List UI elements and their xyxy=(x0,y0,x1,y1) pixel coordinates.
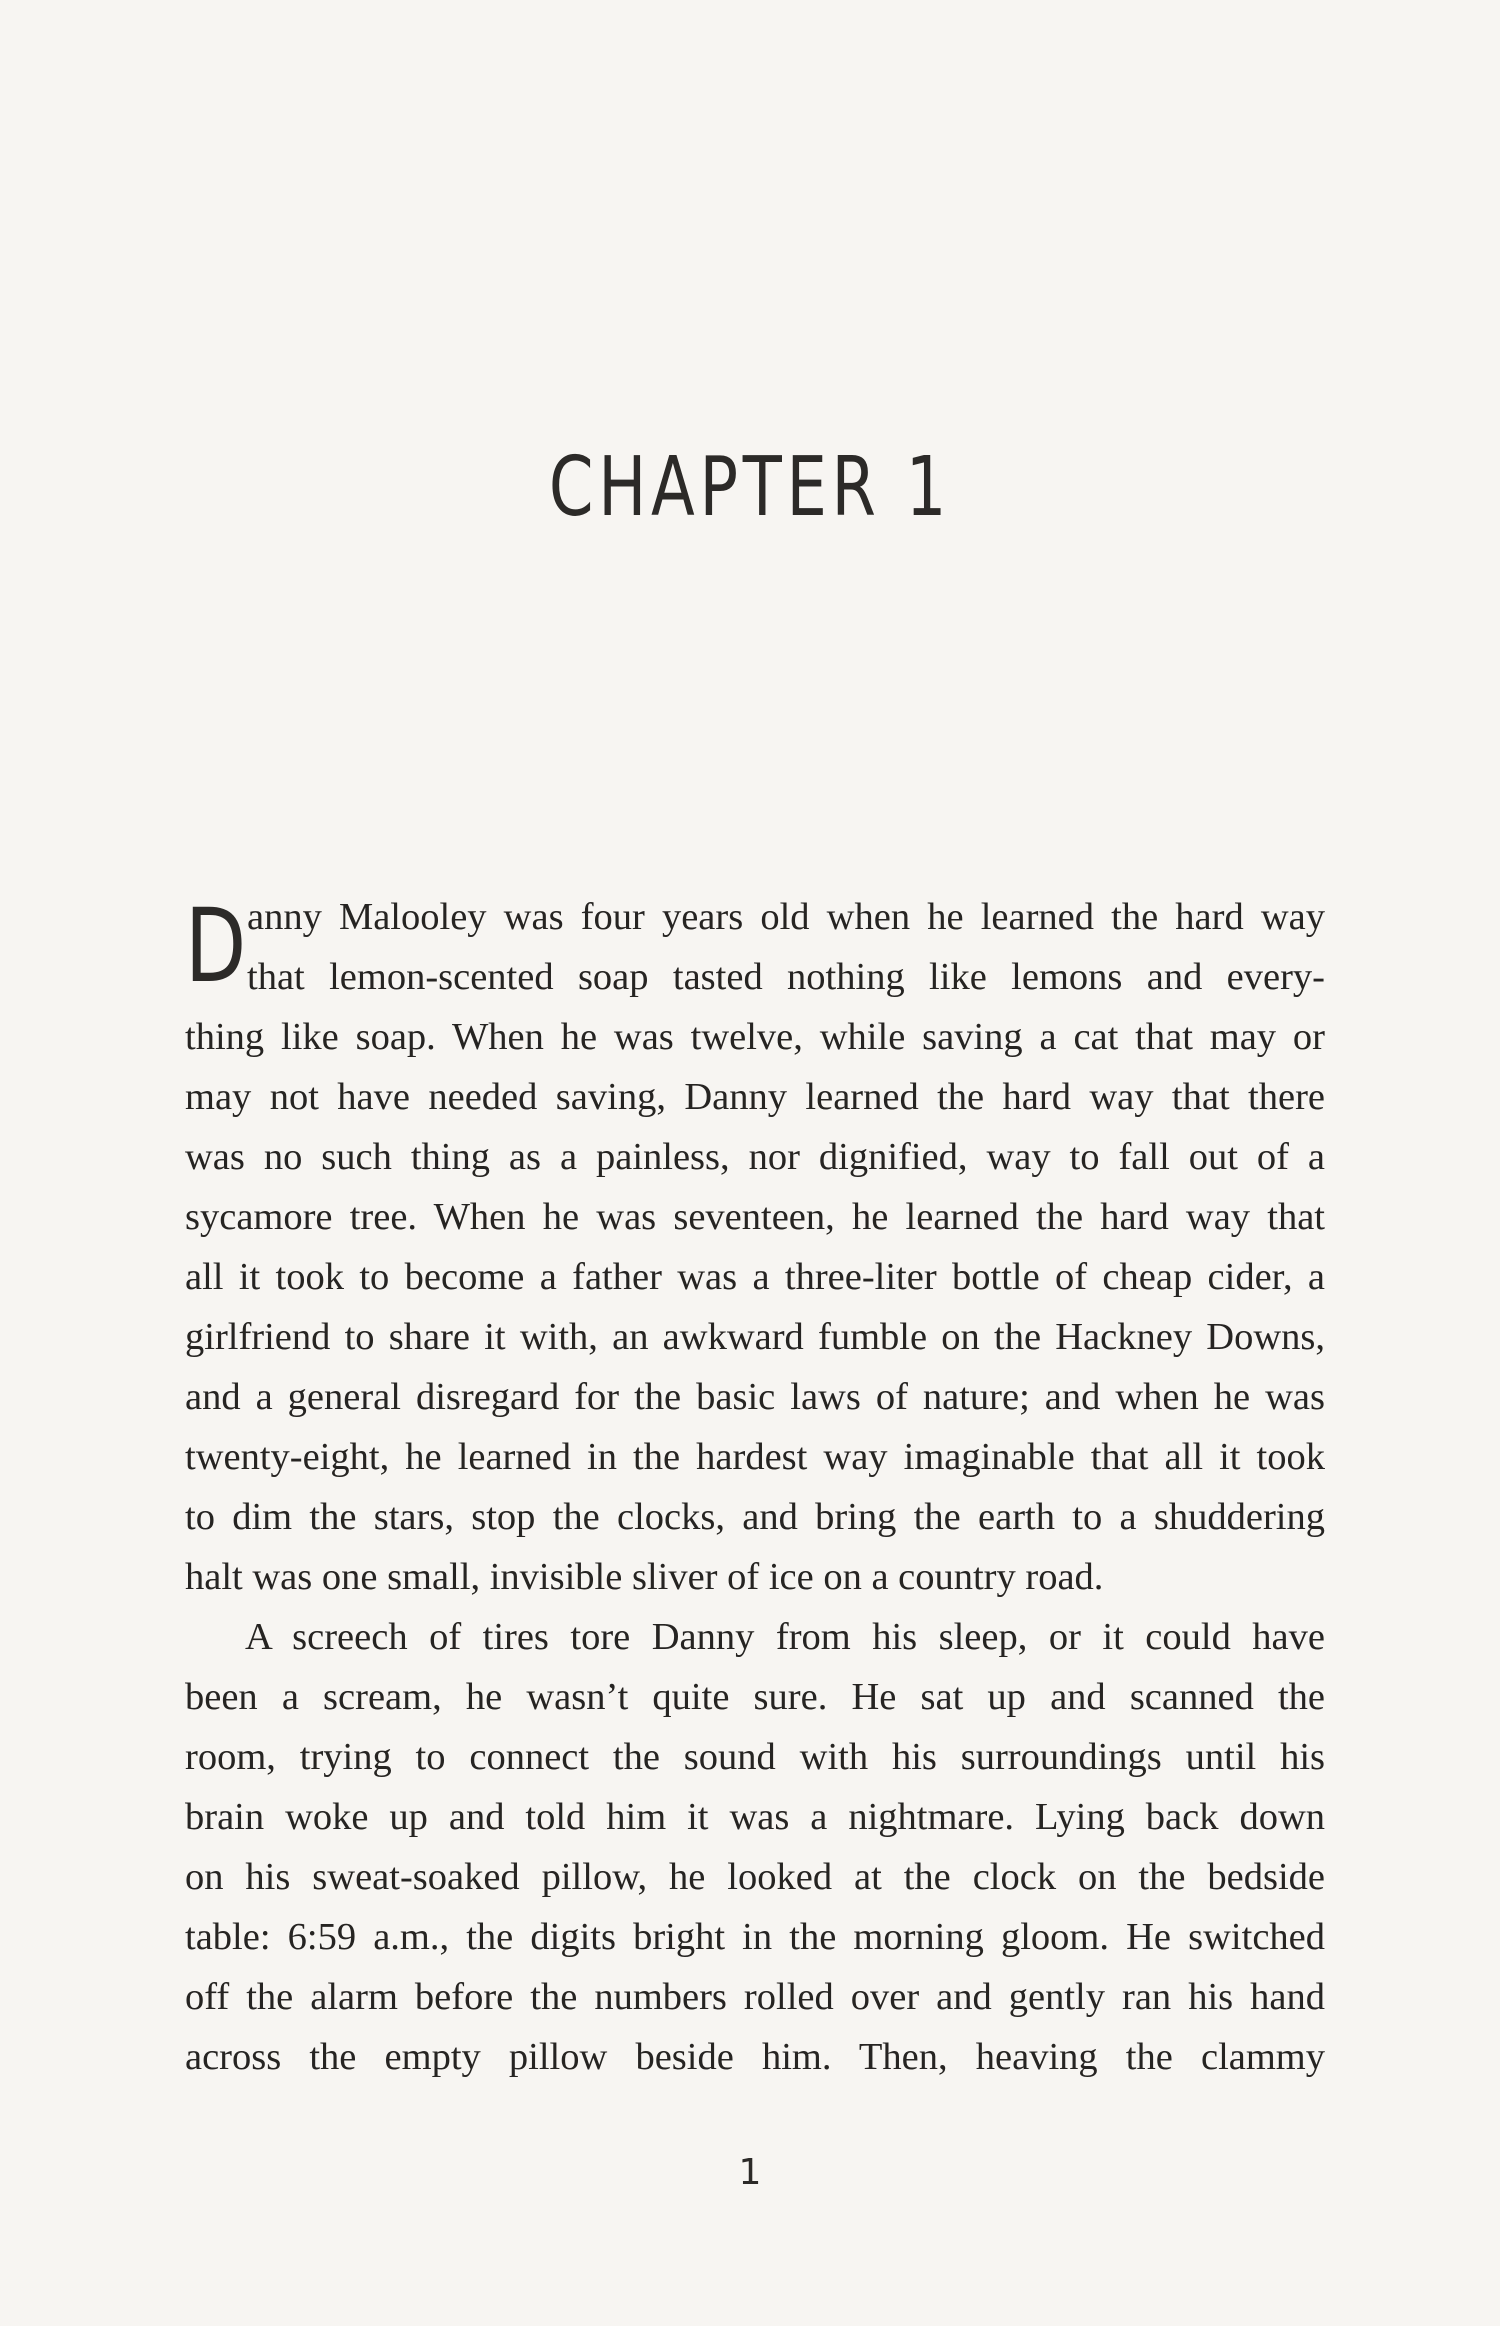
text-line: anny Malooley was four years old when he learned the hard way xyxy=(247,896,1325,938)
text-line: sycamore tree. When he was seventeen, he learned the hard way that xyxy=(185,1196,1325,1238)
text-line: halt was one small, invisible sliver of ice on a country road. xyxy=(185,1556,1104,1598)
text-line: off the alarm before the numbers rolled over and gently ran his hand xyxy=(185,1976,1325,2018)
text-line: girlfriend to share it with, an awkward fumble on the Hackney Downs, xyxy=(185,1316,1325,1358)
text-line: room, trying to connect the sound with his surroundings until his xyxy=(185,1736,1325,1778)
text-line: brain woke up and told him it was a nightmare. Lying back down xyxy=(185,1796,1325,1838)
page-number: 1 xyxy=(738,2152,762,2193)
chapter-title: CHAPTER 1 xyxy=(548,440,952,535)
text-line: thing like soap. When he was twelve, while saving a cat that may or xyxy=(185,1016,1325,1058)
text-line: and a general disregard for the basic laws of nature; and when he was xyxy=(185,1376,1325,1418)
text-line: was no such thing as a painless, nor dignified, way to fall out of a xyxy=(185,1136,1325,1178)
text-line: to dim the stars, stop the clocks, and bring the earth to a shuddering xyxy=(185,1496,1325,1538)
text-line: twenty-eight, he learned in the hardest way imaginable that all it took xyxy=(185,1436,1325,1478)
text-line: on his sweat-soaked pillow, he looked at the clock on the bedside xyxy=(185,1856,1325,1898)
text-line: that lemon-scented soap tasted nothing like lemons and every- xyxy=(247,956,1325,998)
text-line: table: 6:59 a.m., the digits bright in the morning gloom. He switched xyxy=(185,1916,1325,1958)
text-line: all it took to become a father was a three-liter bottle of cheap cider, a xyxy=(185,1256,1325,1298)
paragraph-2 xyxy=(185,1607,1325,2087)
text-line: may not have needed saving, Danny learned the hard way that there xyxy=(185,1076,1325,1118)
body-text xyxy=(185,887,1325,2087)
drop-cap: D xyxy=(185,887,247,1006)
paragraph-1 xyxy=(185,887,1325,1607)
text-line: across the empty pillow beside him. Then, heaving the clammy xyxy=(185,2036,1325,2078)
text-line: A screech of tires tore Danny from his sleep, or it could have xyxy=(245,1616,1325,1658)
text-line: been a scream, he wasn’t quite sure. He sat up and scanned the xyxy=(185,1676,1325,1718)
